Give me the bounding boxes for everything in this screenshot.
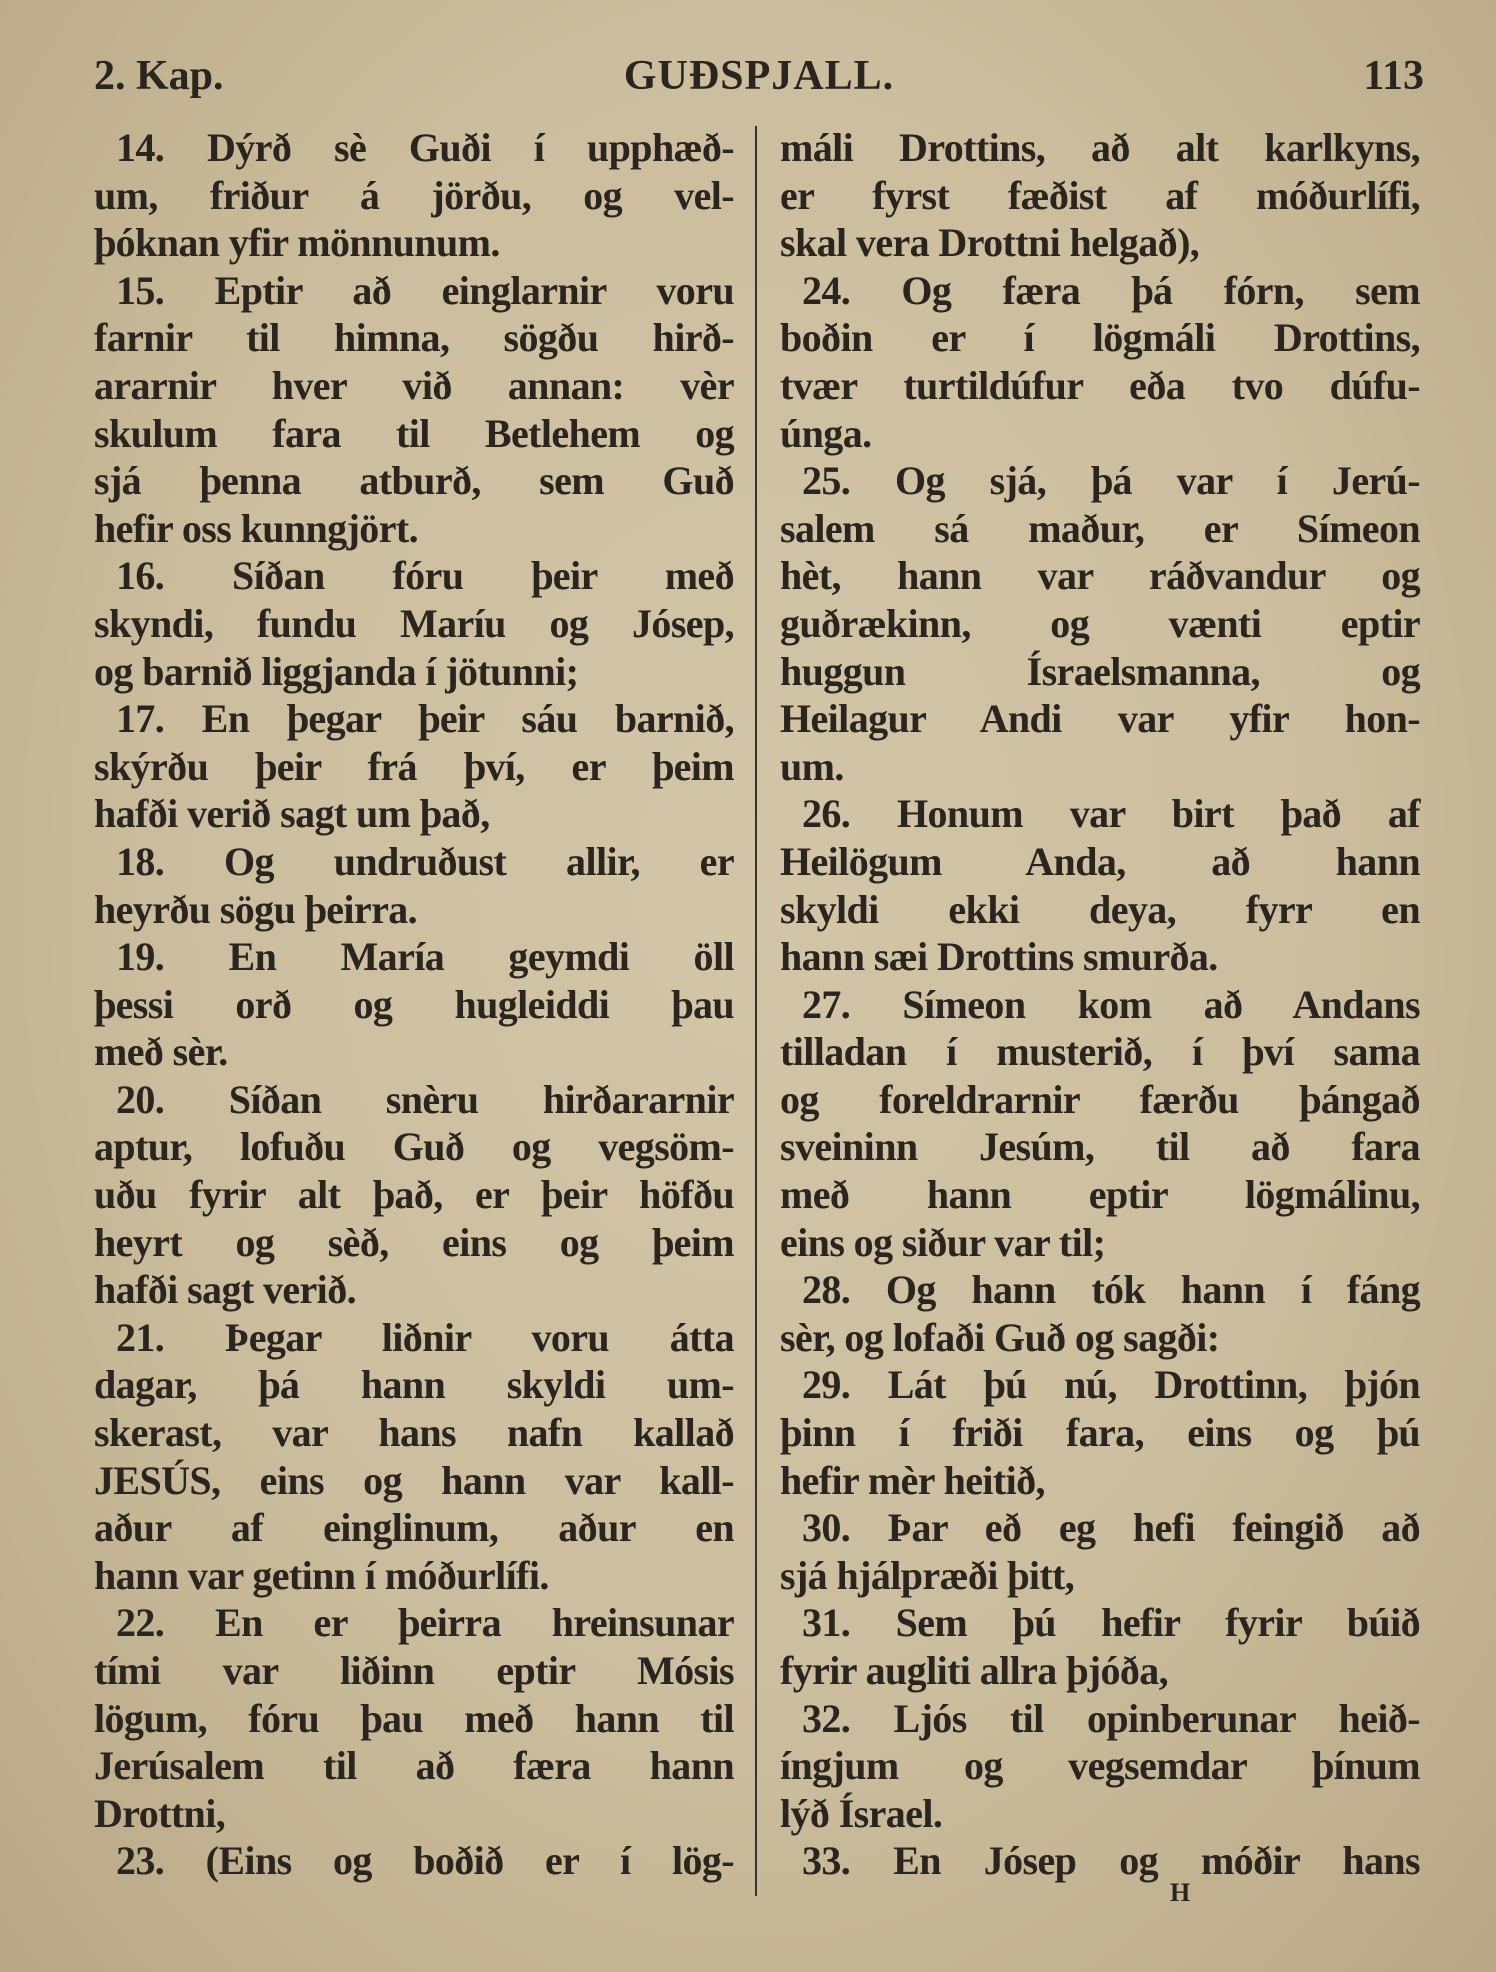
text-line: skyldi ekki deya, fyrr en: [780, 886, 1420, 932]
left-column: [94, 124, 734, 1885]
text-line: sèr, og lofaði Guð og sagði:: [780, 1314, 1220, 1360]
verse-start-line: 14. Dýrð sè Guði í upphæð-: [116, 125, 734, 170]
text-line: tilladan í musterið, í því sama: [780, 1029, 1420, 1075]
verse-start-line: 27. Símeon kom að Andans: [802, 981, 1420, 1027]
text-line: með hann eptir lögmálinu,: [780, 1172, 1420, 1218]
text-line: boðin er í lögmáli Drottins,: [780, 315, 1420, 361]
right-column: [780, 124, 1420, 1885]
text-line: fyrir augliti allra þjóða,: [780, 1648, 1169, 1693]
text-line: heyrðu sögu þeirra.: [94, 886, 418, 932]
text-line: og barnið liggjanda í jötunni;: [94, 648, 579, 694]
text-line: hefir mèr heitið,: [780, 1457, 1045, 1503]
verse-start-line: 22. En er þeirra hreinsunar: [116, 1600, 734, 1646]
running-header: [94, 52, 1424, 102]
text-line: um, friður á jörðu, og vel-: [94, 172, 734, 218]
text-line: um.: [780, 743, 844, 789]
text-line: hann sæi Drottins smurða.: [780, 934, 1218, 980]
text-line: lögum, fóru þau með hann til: [94, 1695, 734, 1741]
text-line: skal vera Drottni helgað),: [780, 220, 1200, 266]
text-line: heyrt og sèð, eins og þeim: [94, 1219, 734, 1265]
text-line: hafði verið sagt um það,: [94, 791, 490, 837]
verse-start-line: 20. Síðan snèru hirðararnir: [116, 1076, 734, 1122]
text-line: er fyrst fæðist af móðurlífi,: [780, 172, 1420, 218]
verse-start-line: 30. Þar eð eg hefi feingið að: [802, 1505, 1420, 1551]
text-line: sjá hjálpræði þitt,: [780, 1552, 1075, 1598]
text-line: máli Drottins, að alt karlkyns,: [780, 125, 1420, 170]
text-line: tími var liðinn eptir Mósis: [94, 1648, 734, 1693]
verse-start-line: 24. Og færa þá fórn, sem: [802, 267, 1420, 313]
text-line: þóknan yfir mönnunum.: [94, 220, 500, 266]
verse-start-line: 15. Eptir að einglarnir voru: [116, 267, 734, 313]
text-line: huggun Ísraelsmanna, og: [780, 648, 1420, 694]
verse-start-line: 26. Honum var birt það af: [802, 791, 1420, 837]
text-line: sveininn Jesúm, til að fara: [780, 1124, 1420, 1170]
text-line: aptur, lofuðu Guð og vegsöm-: [94, 1124, 734, 1170]
text-line: hafði sagt verið.: [94, 1267, 356, 1313]
text-line: hann var getinn í móðurlífi.: [94, 1552, 549, 1598]
verse-start-line: 16. Síðan fóru þeir með: [116, 553, 734, 599]
text-line: og foreldrarnir færðu þángað: [780, 1076, 1420, 1122]
verse-start-line: 33. En Jósep og móðir hans: [802, 1838, 1420, 1884]
text-line: íngjum og vegsemdar þínum: [780, 1743, 1420, 1789]
text-line: Heilögum Anda, að hann: [780, 838, 1420, 884]
text-line: JESÚS, eins og hann var kall-: [94, 1457, 734, 1503]
text-line: skulum fara til Betlehem og: [94, 410, 734, 456]
text-line: eins og siður var til;: [780, 1219, 1106, 1265]
text-line: únga.: [780, 410, 872, 456]
text-line: skyndi, fundu Maríu og Jósep,: [94, 600, 734, 646]
verse-start-line: 21. Þegar liðnir voru átta: [116, 1314, 734, 1360]
text-line: hefir oss kunngjört.: [94, 505, 418, 551]
text-line: uðu fyrir alt það, er þeir höfðu: [94, 1172, 734, 1218]
text-line: tvær turtildúfur eða tvo dúfu-: [780, 362, 1420, 408]
verse-start-line: 31. Sem þú hefir fyrir búið: [802, 1600, 1420, 1646]
text-line: sjá þenna atburð, sem Guð: [94, 458, 734, 504]
text-line: farnir til himna, sögðu hirð-: [94, 315, 734, 361]
text-line: skerast, var hans nafn kallað: [94, 1410, 734, 1456]
text-line: salem sá maður, er Símeon: [780, 505, 1420, 551]
text-line: lýð Ísrael.: [780, 1790, 943, 1836]
chapter-label: 2. Kap.: [94, 53, 224, 99]
verse-start-line: 19. En María geymdi öll: [116, 934, 734, 980]
text-line: Drottni,: [94, 1790, 226, 1836]
text-line: guðrækinn, og vænti eptir: [780, 600, 1420, 646]
verse-start-line: 32. Ljós til opinberunar heið-: [802, 1695, 1420, 1741]
text-line: Jerúsalem til að færa hann: [94, 1743, 734, 1789]
verse-start-line: 28. Og hann tók hann í fáng: [802, 1267, 1420, 1313]
text-line: Heilagur Andi var yfir hon-: [780, 696, 1420, 742]
running-title: GUÐSPJALL.: [623, 53, 895, 99]
text-line: skýrðu þeir frá því, er þeim: [94, 743, 734, 789]
page-number: 113: [1363, 53, 1424, 99]
text-line: ararnir hver við annan: vèr: [94, 362, 734, 408]
text-line: dagar, þá hann skyldi um-: [94, 1362, 734, 1408]
text-line: hèt, hann var ráðvandur og: [780, 553, 1420, 599]
verse-start-line: 18. Og undruðust allir, er: [116, 838, 734, 884]
verse-start-line: 17. En þegar þeir sáu barnið,: [116, 696, 734, 742]
verse-start-line: 29. Lát þú nú, Drottinn, þjón: [802, 1362, 1420, 1408]
signature-mark: H: [1170, 1878, 1191, 1907]
column-divider: [755, 126, 757, 1896]
text-line: aður af einglinum, aður en: [94, 1505, 734, 1551]
text-line: þinn í friði fara, eins og þú: [780, 1410, 1420, 1456]
verse-start-line: 25. Og sjá, þá var í Jerú-: [802, 458, 1420, 504]
verse-start-line: 23. (Eins og boðið er í lög-: [116, 1838, 734, 1884]
text-line: með sèr.: [94, 1029, 228, 1075]
text-line: þessi orð og hugleiddi þau: [94, 981, 734, 1027]
